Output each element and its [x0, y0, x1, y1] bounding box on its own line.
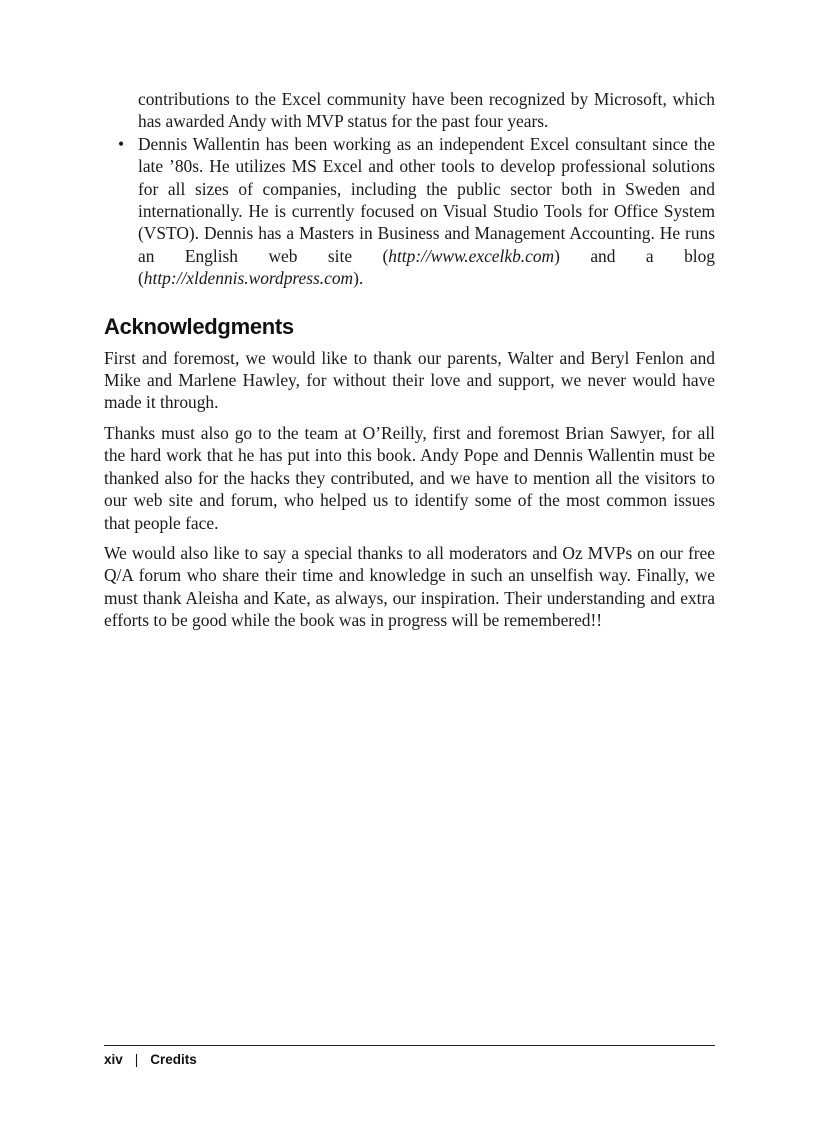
bio-text: [138, 133, 715, 290]
website-link[interactable]: http://www.excelkb.com: [388, 245, 555, 266]
footer-separator: |: [134, 1052, 139, 1067]
ack-paragraph-3: We would also like to say a special thanks to all moderators and Oz MVPs on our free Q/A forum who share their time and knowledge in such an unselfish way. Finally, we must thank Aleisha and Kate, as always, our inspiration. Their understanding and extra efforts to be good while the book was in progress will be remembered!!: [104, 542, 715, 631]
bullet-icon: •: [118, 133, 125, 154]
footer-section-name: Credits: [150, 1052, 197, 1067]
bio-text-end: ).: [353, 268, 364, 289]
bio-text-start: Dennis Wallentin has been working as an independent Excel consultant since the late ’80s. He utilizes MS Excel and other tools to develop professional solutions for all sizes of companies, including the public sector both in Sweden and internationally. He is currently focused on Visual Studio Tools for Office System (VSTO). Dennis has a Masters in Business and Management Accounting. He runs an English web site (: [138, 133, 715, 266]
bio-text-middle: ) and a blog (: [138, 245, 715, 289]
ack-paragraph-2: Thanks must also go to the team at O’Reilly, first and foremost Brian Sawyer, for all the hard work that he has put into this book. Andy Pope and Dennis Wallentin must be thanked also for the hacks they contributed, and we have to mention all the visitors to our web site and forum, who helped us to identify some of the most common issues that people face.: [104, 422, 715, 533]
ack-paragraph-1: First and foremost, we would like to thank our parents, Walter and Beryl Fenlon and Mike and Marlene Hawley, for without their love and support, we never would have made it through.: [104, 347, 715, 413]
page-body: [104, 88, 715, 632]
blog-link[interactable]: http://xldennis.wordpress.com: [143, 268, 354, 289]
page-number: xiv: [104, 1052, 123, 1067]
bio-list: [104, 133, 715, 290]
bio-continuation: contributions to the Excel community have been recognized by Microsoft, which has awarded Andy with MVP status for the past four years.: [138, 89, 715, 132]
bio-item-dennis: [104, 133, 715, 290]
page-footer: [104, 1045, 715, 1067]
section-heading: Acknowledgments: [104, 313, 294, 339]
